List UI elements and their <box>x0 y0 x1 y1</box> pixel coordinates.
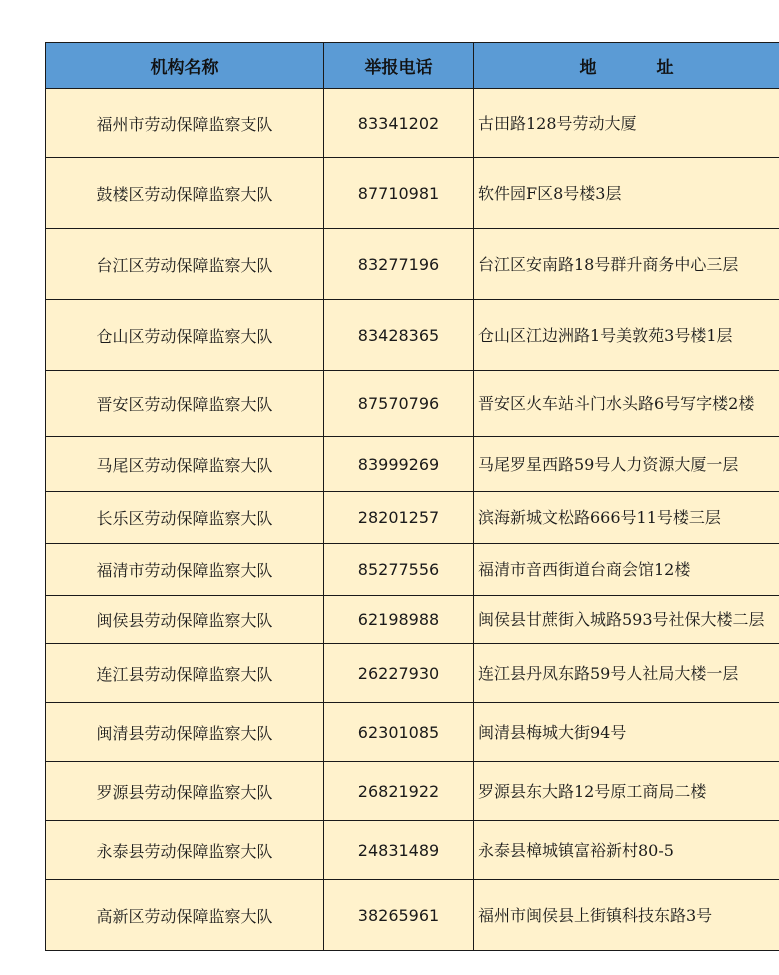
table-row <box>46 703 779 762</box>
cell-address: 软件园F区8号楼3层 <box>474 158 779 229</box>
header-address <box>474 43 779 89</box>
cell-org-name: 罗源县劳动保障监察大队 <box>46 762 324 821</box>
cell-address: 闽侯县甘蔗街入城路593号社保大楼二层 <box>474 596 779 644</box>
cell-address: 晋安区火车站斗门水头路6号写字楼2楼 <box>474 371 779 437</box>
cell-report-phone: 83999269 <box>324 437 474 492</box>
cell-org-name: 闽清县劳动保障监察大队 <box>46 703 324 762</box>
cell-address: 罗源县东大路12号原工商局二楼 <box>474 762 779 821</box>
header-org-name: 机构名称 <box>46 43 324 89</box>
cell-report-phone: 28201257 <box>324 492 474 544</box>
cell-report-phone: 85277556 <box>324 544 474 596</box>
cell-report-phone: 83341202 <box>324 89 474 158</box>
table-row <box>46 300 779 371</box>
table-row <box>46 371 779 437</box>
cell-address: 福州市闽侯县上街镇科技东路3号 <box>474 880 779 951</box>
cell-address: 滨海新城文松路666号11号楼三层 <box>474 492 779 544</box>
cell-report-phone: 83428365 <box>324 300 474 371</box>
table-row <box>46 880 779 951</box>
cell-org-name: 永泰县劳动保障监察大队 <box>46 821 324 880</box>
header-report-phone: 举报电话 <box>324 43 474 89</box>
table-row <box>46 492 779 544</box>
cell-org-name: 高新区劳动保障监察大队 <box>46 880 324 951</box>
cell-report-phone: 26821922 <box>324 762 474 821</box>
cell-report-phone: 87710981 <box>324 158 474 229</box>
cell-address: 台江区安南路18号群升商务中心三层 <box>474 229 779 300</box>
cell-org-name: 晋安区劳动保障监察大队 <box>46 371 324 437</box>
cell-org-name: 福州市劳动保障监察支队 <box>46 89 324 158</box>
cell-address: 福清市音西街道台商会馆12楼 <box>474 544 779 596</box>
cell-report-phone: 87570796 <box>324 371 474 437</box>
cell-report-phone: 24831489 <box>324 821 474 880</box>
cell-report-phone: 38265961 <box>324 880 474 951</box>
table-row <box>46 89 779 158</box>
header-address-part-1: 地 <box>579 58 597 78</box>
table-row <box>46 596 779 644</box>
cell-address: 永泰县樟城镇富裕新村80-5 <box>474 821 779 880</box>
cell-report-phone: 83277196 <box>324 229 474 300</box>
cell-address: 仓山区江边洲路1号美敦苑3号楼1层 <box>474 300 779 371</box>
table-row <box>46 437 779 492</box>
cell-org-name: 台江区劳动保障监察大队 <box>46 229 324 300</box>
cell-org-name: 连江县劳动保障监察大队 <box>46 644 324 703</box>
cell-org-name: 马尾区劳动保障监察大队 <box>46 437 324 492</box>
cell-org-name: 闽侯县劳动保障监察大队 <box>46 596 324 644</box>
table-row <box>46 821 779 880</box>
table-row <box>46 158 779 229</box>
cell-report-phone: 62198988 <box>324 596 474 644</box>
table-row <box>46 644 779 703</box>
table-row <box>46 229 779 300</box>
cell-report-phone: 62301085 <box>324 703 474 762</box>
cell-org-name: 福清市劳动保障监察大队 <box>46 544 324 596</box>
cell-org-name: 仓山区劳动保障监察大队 <box>46 300 324 371</box>
table-row <box>46 762 779 821</box>
labor-inspection-table <box>45 42 779 951</box>
cell-address: 马尾罗星西路59号人力资源大厦一层 <box>474 437 779 492</box>
table-body <box>46 89 779 951</box>
cell-org-name: 鼓楼区劳动保障监察大队 <box>46 158 324 229</box>
cell-address: 闽清县梅城大街94号 <box>474 703 779 762</box>
table-row <box>46 544 779 596</box>
cell-org-name: 长乐区劳动保障监察大队 <box>46 492 324 544</box>
cell-address: 古田路128号劳动大厦 <box>474 89 779 158</box>
header-address-part-2: 址 <box>656 58 674 78</box>
cell-address: 连江县丹凤东路59号人社局大楼一层 <box>474 644 779 703</box>
cell-report-phone: 26227930 <box>324 644 474 703</box>
table-header-row <box>46 43 779 89</box>
